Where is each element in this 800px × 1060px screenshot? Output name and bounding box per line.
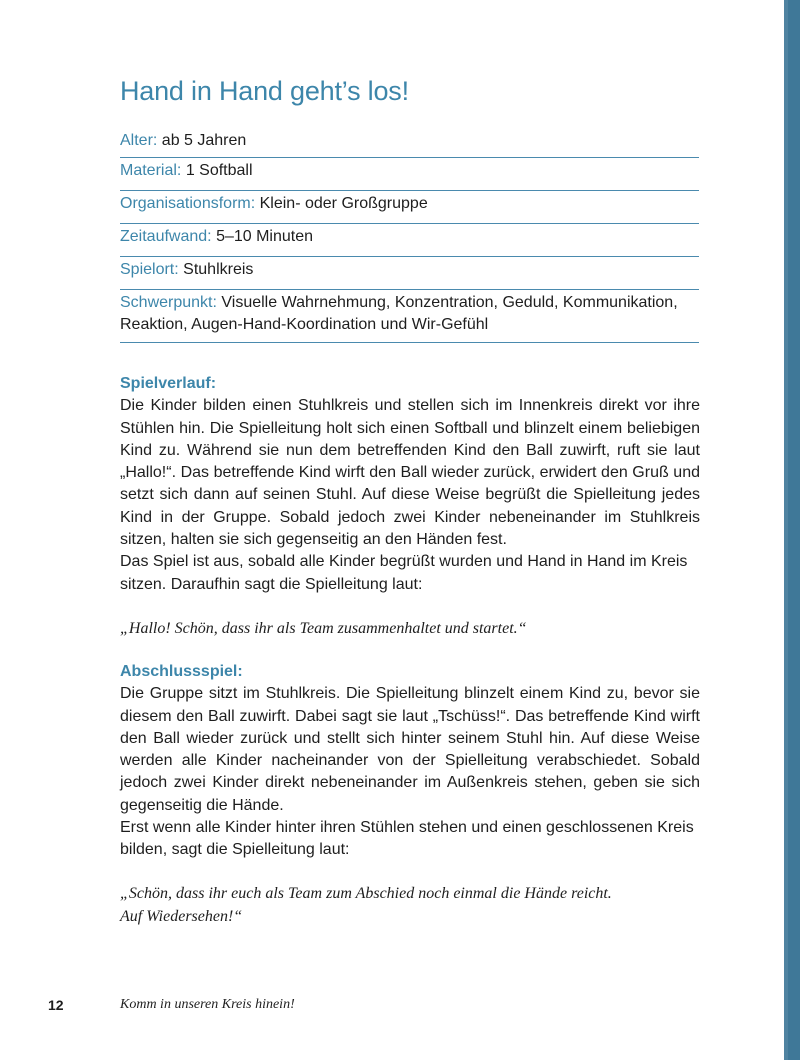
page-number: 12: [48, 997, 64, 1013]
section-spielverlauf: [120, 373, 700, 596]
paragraph: Erst wenn alle Kinder hinter ihren Stühlen stehen und einen geschlossenen Kreis bilden, sagt die Spielleitung laut:: [120, 819, 694, 859]
info-row-organisationsform: [120, 191, 699, 224]
quote-line: „Schön, dass ihr euch als Team zum Abschied noch einmal die Hände reicht.: [120, 885, 612, 902]
section-heading: Spielverlauf:: [120, 375, 217, 392]
info-value: Klein- oder Großgruppe: [259, 195, 428, 212]
info-label: Schwerpunkt:: [120, 294, 217, 311]
info-value: 5–10 Minuten: [216, 228, 314, 245]
quote: „Hallo! Schön, dass ihr als Team zusammenhaltet und startet.“: [120, 620, 527, 637]
info-row-alter: [120, 128, 699, 158]
info-table: [120, 128, 699, 343]
info-row-schwerpunkt: [120, 290, 699, 343]
info-value: 1 Softball: [185, 162, 253, 179]
quote-block: [120, 617, 700, 640]
info-label: Alter:: [120, 132, 158, 149]
paragraph: Das Spiel ist aus, sobald alle Kinder begrüßt wurden und Hand in Hand im Kreis sitzen. Daraufhin sagt die Spielleitung laut:: [120, 553, 688, 593]
info-label: Spielort:: [120, 261, 179, 278]
quote-line: Auf Wiedersehen!“: [120, 908, 243, 925]
info-row-spielort: [120, 257, 699, 290]
info-label: Organisationsform:: [120, 195, 256, 212]
section-abschlussspiel: [120, 661, 700, 862]
paragraph: Die Gruppe sitzt im Stuhlkreis. Die Spielleitung blinzelt einem Kind zu, bevor sie diesem den Ball zuwirft. Dabei sagt sie laut „Tschüss!“. Das betreffende Kind wirft den Ball wieder zurück und stellt sich hinter seinem Stuhl hin. Auf diese Weise werden alle Kinder nacheinander von der Spielleitung verabschiedet. Sobald jedoch zwei Kinder direkt nebeneinander im Außenkreis stehen, geben sie sich gegenseitig die Hände.: [120, 685, 700, 814]
side-color-bar: [784, 0, 800, 1060]
info-label: Material:: [120, 162, 182, 179]
paragraph: Die Kinder bilden einen Stuhlkreis und stellen sich im Innenkreis direkt vor ihre Stühlen hin. Die Spielleitung holt sich einen Softball und blinzelt einem beliebigen Kind zu. Während sie nun dem betreffenden Kind den Ball zuwirft, ruft sie laut „Hallo!“. Das betreffende Kind wirft den Ball wieder zurück, erwidert den Gruß und setzt sich dann auf seinen Stuhl. Auf diese Weise begrüßt die Spielleitung jedes Kind in der Gruppe. Sobald jedoch zwei Kinder nebeneinander im Stuhlkreis sitzen, halten sie sich gegenseitig an den Händen fest.: [120, 397, 700, 549]
info-value: ab 5 Jahren: [161, 132, 247, 149]
page-title: Hand in Hand geht’s los!: [120, 76, 409, 106]
info-label: Zeitaufwand:: [120, 228, 212, 245]
quote-block: [120, 882, 700, 928]
info-value: Visuelle Wahrnehmung, Konzentration, Geduld, Kommunikation, Reaktion, Augen-Hand-Koordination und Wir-Gefühl: [120, 294, 678, 333]
info-row-material: [120, 158, 699, 191]
info-row-zeitaufwand: [120, 224, 699, 257]
section-heading: Abschlussspiel:: [120, 663, 243, 680]
info-value: Stuhlkreis: [183, 261, 254, 278]
book-title: Komm in unseren Kreis hinein!: [120, 997, 295, 1012]
